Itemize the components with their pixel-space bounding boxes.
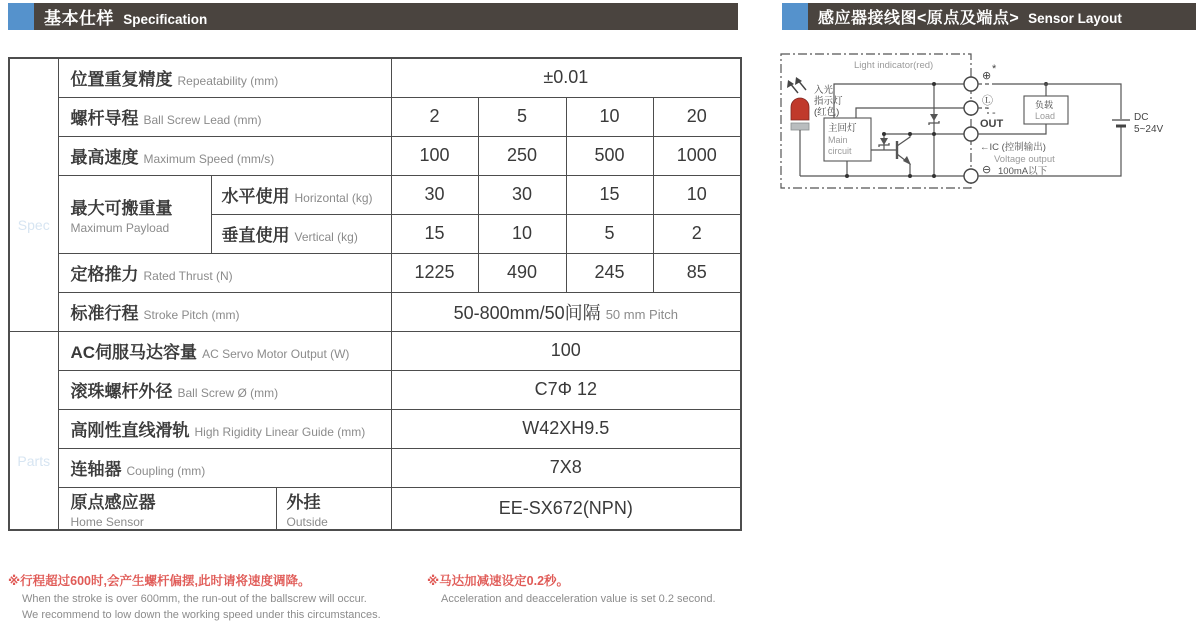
cell-horizontal-3: 15 <box>566 175 653 214</box>
terminal-plus <box>964 77 978 91</box>
row-label-max-speed <box>58 136 391 175</box>
sidebar-parts-en: Parts <box>17 452 51 469</box>
terminal-minus <box>964 169 978 183</box>
footnote-accel-zh: ※马达加减速设定0.2秒。 <box>427 574 570 588</box>
sidebar-section-parts <box>9 331 58 530</box>
led-indicator-icon <box>787 77 809 130</box>
label-zh: 水平使用 <box>221 187 290 206</box>
sensor-wiring-diagram <box>776 46 1196 201</box>
led-label-zh1: 入光 <box>814 85 834 96</box>
cell-linear-guide-value: W42XH9.5 <box>391 409 741 448</box>
specification-table <box>8 57 742 531</box>
main-circuit-zh: 主回灯 <box>828 123 857 134</box>
cell-lead-4: 20 <box>653 97 741 136</box>
terminal-plus-symbol: ⊕ <box>982 70 992 82</box>
led-label-en: Light indicator(red) <box>854 60 934 71</box>
sub-label-vertical <box>211 214 391 253</box>
label-zh: 滚珠螺杆外径 <box>70 382 173 401</box>
spec-header-en: Specification <box>123 12 208 27</box>
footnote-stroke-zh: ※行程超过600时,会产生螺杆偏摆,此时请将速度调降。 <box>8 574 311 588</box>
footnote-stroke-en2: We recommend to low down the working speed under this circumstances. <box>22 609 381 622</box>
row-label-ball-screw-lead <box>58 97 391 136</box>
sensor-header-en: Sensor Layout <box>1028 11 1122 26</box>
cell-speed-3: 500 <box>566 136 653 175</box>
label-zh: 标准行程 <box>70 304 139 323</box>
cell-lead-2: 5 <box>478 97 566 136</box>
label-en: Maximum Speed (mm/s) <box>143 152 275 166</box>
stroke-value-main: 50-800mm/50间隔 <box>453 302 601 323</box>
cell-horizontal-2: 30 <box>478 175 566 214</box>
label-zh: 位置重复精度 <box>70 70 173 90</box>
terminal-l-symbol: Ⓛ <box>982 95 993 107</box>
label-en: Ball Screw Lead (mm) <box>143 113 262 127</box>
label-en: Rated Thrust (N) <box>143 269 233 283</box>
label-zh: 定格推力 <box>70 265 139 284</box>
cell-vertical-3: 5 <box>566 214 653 253</box>
cell-lead-1: 2 <box>391 97 478 136</box>
main-circuit-en1: Main <box>828 135 848 145</box>
label-zh: 最高速度 <box>70 148 139 167</box>
sidebar-spec-en: Spec <box>17 217 50 234</box>
header-accent-square <box>782 3 808 30</box>
table-row <box>9 136 741 175</box>
terminal-l-minus-mark: - <box>992 107 996 119</box>
footnote-accel-en: Acceleration and deacceleration value is set 0.2 second. <box>441 592 716 605</box>
label-en: Horizontal (kg) <box>294 191 373 205</box>
cell-repeatability-value: ±0.01 <box>391 58 741 97</box>
spec-header-title <box>44 4 207 29</box>
sidebar-spec-zh: 规格 <box>20 155 47 215</box>
label-en: Maximum Payload <box>70 220 170 235</box>
table-row <box>9 448 741 487</box>
table-row <box>9 409 741 448</box>
row-label-linear-guide <box>58 409 391 448</box>
stroke-value-suffix: 50 mm Pitch <box>605 306 678 322</box>
sensor-header-bar <box>782 3 1196 30</box>
cell-horizontal-4: 10 <box>653 175 741 214</box>
cell-thrust-1: 1225 <box>391 253 478 292</box>
cell-speed-1: 100 <box>391 136 478 175</box>
ic-output-label: ←IC (控制输出) <box>980 142 1046 153</box>
sidebar-parts-zh: 部品 <box>20 390 47 450</box>
cell-lead-3: 10 <box>566 97 653 136</box>
label-zh: 螺杆导程 <box>70 109 139 128</box>
row-label-rated-thrust <box>58 253 391 292</box>
label-en: Ball Screw Ø (mm) <box>177 386 279 400</box>
label-en: High Rigidity Linear Guide (mm) <box>194 425 366 439</box>
label-en: AC Servo Motor Output (W) <box>202 347 350 361</box>
led-label-zh2: 指示灯 <box>814 96 843 107</box>
led-label-zh3: (红色) <box>814 107 840 118</box>
cell-home-sensor-value: EE-SX672(NPN) <box>391 487 741 530</box>
sensor-header-zh: 感应器接线图<原点及端点> <box>818 10 1020 27</box>
label-zh: 垂直使用 <box>221 226 290 245</box>
table-row <box>9 58 741 97</box>
cell-coupling-value: 7X8 <box>391 448 741 487</box>
label-en: Repeatability (mm) <box>177 74 279 89</box>
terminal-out-label: OUT <box>980 118 1004 130</box>
label-zh: 外挂 <box>286 492 321 512</box>
table-row <box>9 370 741 409</box>
terminal-l <box>964 101 978 115</box>
terminal-minus-symbol: ⊖ <box>982 164 992 176</box>
row-label-stroke-pitch <box>58 292 391 331</box>
row-label-max-payload <box>58 175 211 253</box>
row-label-ac-servo <box>58 331 391 370</box>
cell-ball-screw-dia-value: C7Φ 12 <box>391 370 741 409</box>
dc-label-2: 5~24V <box>1134 124 1164 135</box>
label-zh: 最大可搬重量 <box>70 198 173 218</box>
footnote-stroke-en1: When the stroke is over 600mm, the run-out of the ballscrew will occur. <box>22 592 367 605</box>
cell-thrust-2: 490 <box>478 253 566 292</box>
load-en: Load <box>1035 111 1056 121</box>
main-circuit-en2: circuit <box>828 146 852 156</box>
spec-header-zh: 基本仕样 <box>44 9 114 28</box>
cell-vertical-1: 15 <box>391 214 478 253</box>
sensor-body-outline <box>781 54 971 188</box>
table-row <box>9 487 741 530</box>
cell-stroke-value <box>391 292 741 331</box>
sub-label-horizontal <box>211 175 391 214</box>
row-label-coupling <box>58 448 391 487</box>
dc-label-1: DC <box>1134 112 1149 123</box>
terminal-out <box>964 127 978 141</box>
cell-ac-servo-value: 100 <box>391 331 741 370</box>
terminal-star: * <box>992 63 997 75</box>
row-label-home-sensor <box>58 487 276 530</box>
row-label-ball-screw-dia <box>58 370 391 409</box>
zener-diode-icon <box>879 138 889 147</box>
cell-speed-2: 250 <box>478 136 566 175</box>
cell-vertical-4: 2 <box>653 214 741 253</box>
table-row <box>9 175 741 214</box>
zener-diode-icon <box>929 114 939 125</box>
table-row <box>9 97 741 136</box>
cell-thrust-3: 245 <box>566 253 653 292</box>
row-label-repeatability <box>58 58 391 97</box>
voltage-limit-label: 100mA以下 <box>998 166 1048 177</box>
load-zh: 负载 <box>1035 100 1054 110</box>
footnote-acceleration <box>427 573 716 606</box>
footnote-stroke <box>8 573 381 622</box>
label-zh: AC伺服马达容量 <box>70 343 198 362</box>
cell-speed-4: 1000 <box>653 136 741 175</box>
table-row <box>9 253 741 292</box>
label-zh: 高刚性直线滑轨 <box>70 421 190 440</box>
table-row <box>9 292 741 331</box>
sensor-header-title <box>818 5 1122 28</box>
battery-icon <box>1112 120 1130 126</box>
label-en: Home Sensor <box>70 514 144 529</box>
label-zh: 连轴器 <box>70 460 122 479</box>
sidebar-section-spec <box>9 58 58 331</box>
header-accent-square <box>8 3 34 30</box>
cell-vertical-2: 10 <box>478 214 566 253</box>
spec-header-bar <box>8 3 738 30</box>
label-en: Coupling (mm) <box>126 464 206 478</box>
sub-label-outside <box>276 487 391 530</box>
label-en: Stroke Pitch (mm) <box>143 308 240 322</box>
voltage-output-label: Voltage output <box>994 154 1055 165</box>
label-en: Vertical (kg) <box>294 230 358 244</box>
cell-horizontal-1: 30 <box>391 175 478 214</box>
transistor-icon <box>897 134 911 176</box>
cell-thrust-4: 85 <box>653 253 741 292</box>
label-zh: 原点感应器 <box>70 492 156 512</box>
table-row <box>9 331 741 370</box>
label-en: Outside <box>286 514 328 529</box>
